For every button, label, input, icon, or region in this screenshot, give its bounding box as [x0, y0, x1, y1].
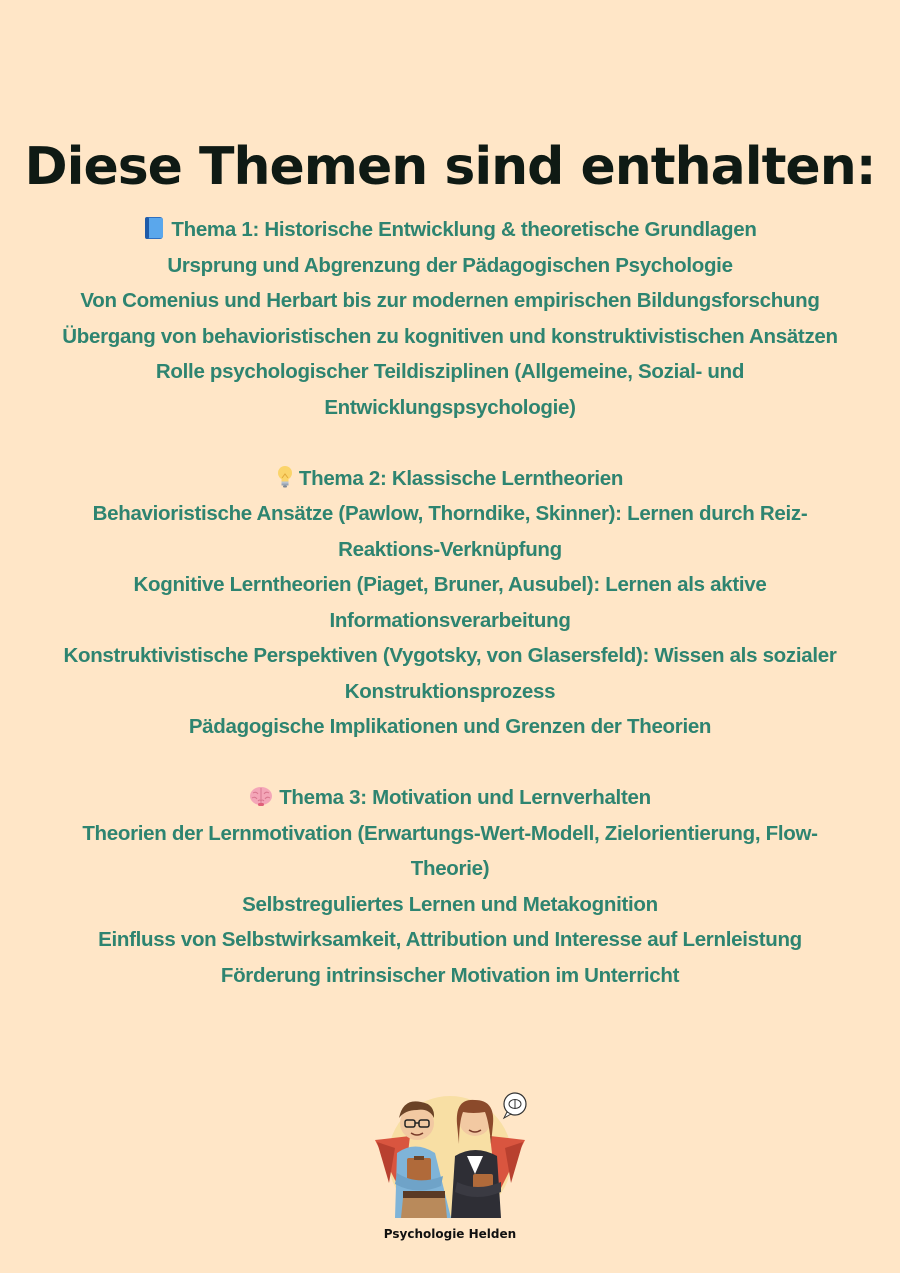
- topic-section-2: [50, 461, 850, 745]
- topic-item: Pädagogische Implikationen und Grenzen der Theorien: [188, 715, 712, 738]
- topic-heading-3: Thema 3: Motivation und Lernverhalten: [50, 780, 850, 816]
- topic-item: Theorien der Lernmotivation (Erwartungs-Wert-Modell, Zielorientierung, Flow-Theorie): [82, 821, 818, 880]
- topic-item: Von Comenius und Herbart bis zur modernen empirischen Bildungsforschung: [80, 289, 820, 312]
- topic-heading-1: Thema 1: Historische Entwicklung & theoretische Grundlagen: [50, 212, 850, 248]
- page-title: Diese Themen sind enthalten:: [24, 136, 876, 197]
- topic-item: Ursprung und Abgrenzung der Pädagogischen Psychologie: [167, 253, 733, 277]
- blue-book-icon: [143, 216, 165, 240]
- topic-section-1: [50, 212, 850, 425]
- topics-list: [50, 212, 850, 993]
- topic-item: Förderung intrinsischer Motivation im Unterricht: [220, 963, 680, 987]
- topic-item: Behavioristische Ansätze (Pawlow, Thorndike, Skinner): Lernen durch Reiz-Reaktions-Verknüpfung: [92, 502, 808, 561]
- logo-caption: Psychologie Helden: [383, 1227, 517, 1241]
- topic-item: Selbstreguliertes Lernen und Metakognition: [242, 892, 658, 916]
- topic-item: Konstruktivistische Perspektiven (Vygotsky, von Glasersfeld): Wissen als sozialer Konstruktionsprozess: [63, 644, 837, 703]
- topic-item: Rolle psychologischer Teildisziplinen (Allgemeine, Sozial- und Entwicklungspsychologie): [155, 360, 745, 419]
- topic-item: Einfluss von Selbstwirksamkeit, Attribution und Interesse auf Lernleistung: [98, 928, 802, 951]
- two-superhero-psychologists-icon: [355, 1078, 545, 1218]
- psychologie-helden-logo: [355, 1078, 545, 1218]
- topic-item: Kognitive Lerntheorien (Piaget, Bruner, Ausubel): Lernen als aktive Informationsverarbeitung: [133, 573, 767, 632]
- light-bulb-icon: [277, 465, 293, 489]
- brain-icon: [249, 786, 273, 808]
- topic-section-3: [50, 780, 850, 993]
- topic-heading-2: Thema 2: Klassische Lerntheorien: [50, 461, 850, 497]
- topic-item: Übergang von behavioristischen zu kognitiven und konstruktivistischen Ansätzen: [62, 324, 838, 348]
